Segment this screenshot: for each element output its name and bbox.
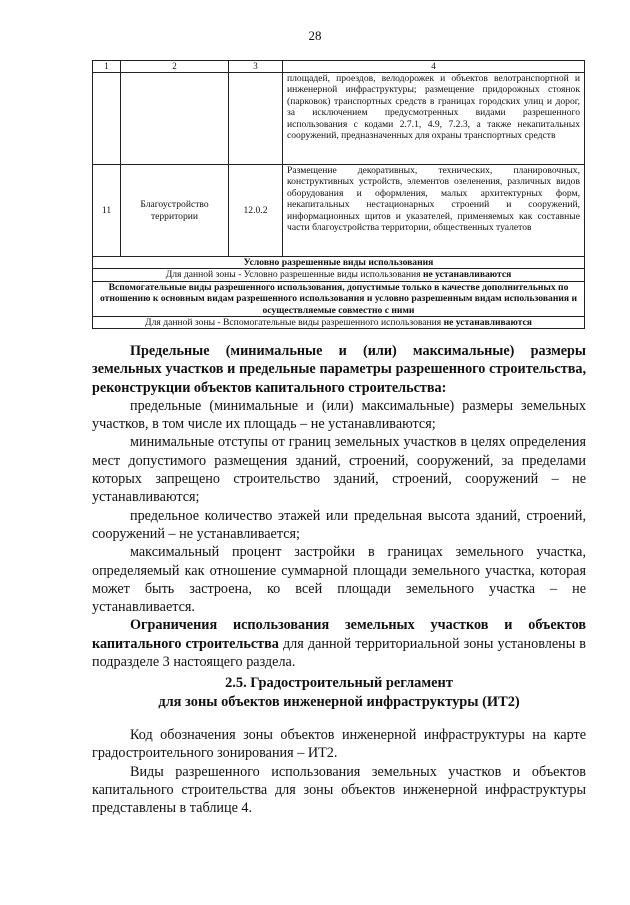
section-body: [92, 726, 586, 817]
section-title-line: для зоны объектов инженерной инфраструктуры (ИТ2): [158, 694, 520, 710]
table-cell-description: [283, 73, 585, 165]
note-bold-text: не устанавливаются: [422, 269, 512, 281]
table-cell-number: 11: [93, 165, 121, 257]
paragraph: максимальный процент застройки в границах земельного участка, определяемый как отношение суммарной площади земельного участка, которая может быть застроена, ко всей площади земельного участка – не устанавливается.: [92, 544, 586, 616]
table-cell-code: 12.0.2: [229, 165, 283, 257]
section-title: [92, 674, 586, 712]
table-cell: [229, 73, 283, 165]
section-title-line: 2.5. Градостроительный регламент: [225, 675, 453, 691]
table-cell-name: Благоустройство территории: [121, 165, 229, 257]
table-header-cell: 3: [229, 61, 283, 73]
paragraph: предельные (минимальные и (или) максимальные) размеры земельных участков, в том числе их площадь – не устанавливаются;: [92, 397, 586, 433]
auxiliary-uses-note: [93, 317, 585, 329]
page-number: 28: [308, 28, 322, 43]
paragraph: Виды разрешенного использования земельных участков и объектов капитального строительства для зоны объектов инженерной инфраструктуры представлены в таблице 4.: [92, 763, 586, 817]
paragraph: предельное количество этажей или предельная высота зданий, строений, сооружений – не устанавливается;: [92, 507, 586, 542]
table-row: [93, 269, 585, 281]
table-header-cell: 1: [93, 61, 121, 73]
note-text: Для данной зоны - Условно разрешенные виды использования: [165, 269, 423, 281]
restrictions-rest: для данной территориальной зоны установлены в подразделе 3 настоящего раздела.: [92, 635, 586, 671]
table-row: [93, 73, 585, 165]
permitted-use-table: [92, 60, 585, 329]
table-row: [93, 317, 585, 329]
restrictions-paragraph: [92, 616, 586, 671]
table-header-row: [93, 61, 585, 73]
restrictions-bold: Ограничения использования земельных участков и объектов капитального строительства: [92, 617, 586, 652]
limits-heading: Предельные (минимальные и (или) максимальные) размеры земельных участков и предельные параметры разрешенного строительства, реконструкции объектов капитального строительства:: [92, 343, 586, 396]
table-cell: [121, 73, 229, 165]
table-row: [93, 281, 585, 316]
auxiliary-uses-heading: Вспомогательные виды разрешенного использования, допустимые только в качестве дополнительных по отношению к основным видам разрешенного использования и условно разрешенным видам использования и осуществляемые совместно с ними: [93, 281, 585, 316]
table-cell-description: [283, 165, 585, 257]
limits-block: [92, 342, 586, 671]
paragraph: минимальные отступы от границ земельных участков в целях определения мест допустимого размещения зданий, строений, сооружений, за пределами которых запрещено строительство зданий, строений, сооружений – не устанавливаются;: [92, 434, 586, 506]
note-text: Для данной зоны - Вспомогательные виды разрешенного использования: [145, 317, 444, 329]
table-row: [93, 165, 585, 257]
conditional-uses-note: [93, 269, 585, 281]
paragraph: Код обозначения зоны объектов инженерной инфраструктуры на карте градостроительного зонирования – ИТ2.: [92, 727, 586, 762]
table-header-cell: 4: [283, 61, 585, 73]
description-text: площадей, проездов, велодорожек и объектов велотранспортной и инженерной инфраструктуры; размещение придорожных стоянок (парковок) транспортных средств в границах городских улиц и дорог, за исключением предусмотренных видами разрешенного использования с кодами 2.7.1, 4.9, 7.2.3, а также некапитальных сооружений, предназначенных для охраны транспортных средств: [287, 73, 580, 142]
description-text: Размещение декоративных, технических, планировочных, конструктивных устройств, элементов озеленения, различных видов оборудования и оформления, малых архитектурных форм, некапитальных нестационарных строений и сооружений, информационных щитов и указателей, применяемых как составные части благоустройства территории, общественных туалетов: [287, 165, 580, 234]
conditional-uses-heading: Условно разрешенные виды использования: [93, 257, 585, 269]
table-header-cell: 2: [121, 61, 229, 73]
table-cell: [93, 73, 121, 165]
note-bold-text: не устанавливаются: [443, 317, 532, 329]
table-row: [93, 257, 585, 269]
